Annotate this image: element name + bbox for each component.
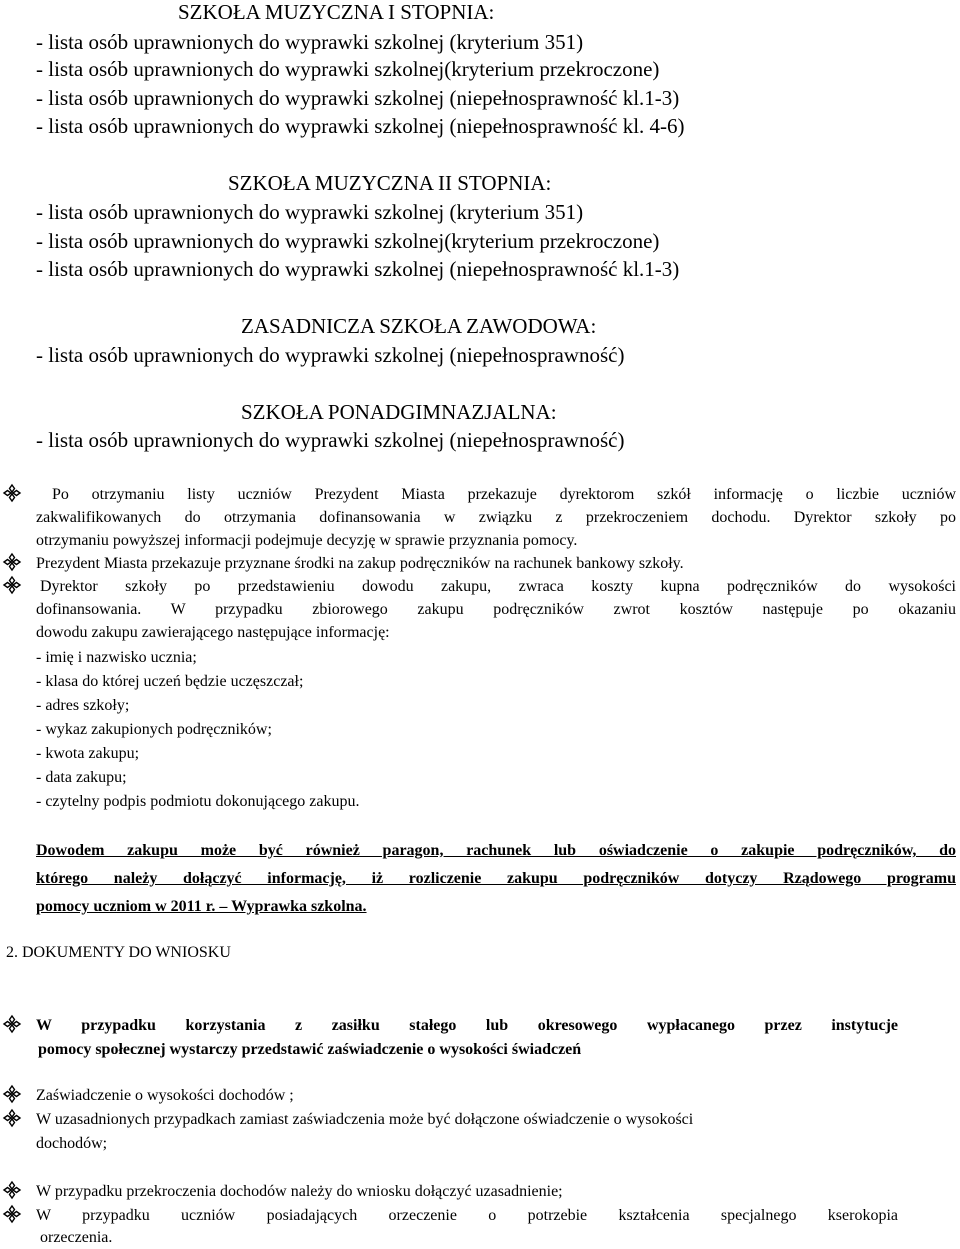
four-diamond-bullet-icon (2, 483, 22, 503)
list-line: - lista osób uprawnionych do wyprawki szkolnej (kryterium 351) (36, 200, 584, 224)
list-item: - imię i nazwisko ucznia; (36, 649, 197, 666)
four-diamond-bullet-icon (2, 1014, 22, 1034)
document-line: W przypadku przekroczenia dochodów należy do wniosku dołączyć uzasadnienie; (36, 1183, 563, 1200)
section-heading: SZKOŁA PONADGIMNAZJALNA: (241, 400, 557, 424)
document-line: Zaświadczenie o wysokości dochodów ; (36, 1087, 294, 1104)
paragraph-line: zakwalifikowanych do otrzymania dofinansowania w związku z przekroczeniem dochodu. Dyrektor szkoły po (36, 509, 956, 526)
list-item: - data zakupu; (36, 769, 127, 786)
notice-line: pomocy uczniom w 2011 r. – Wyprawka szkolna. (36, 898, 367, 915)
four-diamond-bullet-icon (2, 575, 22, 595)
list-line: - lista osób uprawnionych do wyprawki szkolnej(kryterium przekroczone) (36, 229, 660, 253)
document-line: dochodów; (36, 1135, 108, 1152)
document-line: pomocy społecznej wystarczy przedstawić zaświadczenie o wysokości świadczeń (38, 1041, 582, 1058)
document-line: W przypadku uczniów posiadających orzeczenie o potrzebie kształcenia specjalnego kserokopia (36, 1207, 898, 1224)
notice-line: którego należy dołączyć informację, iż rozliczenie zakupu podręczników dotyczy Rządowego programu (36, 870, 956, 887)
four-diamond-bullet-icon (2, 1204, 22, 1224)
four-diamond-bullet-icon (2, 1180, 22, 1200)
document-line: W przypadku korzystania z zasiłku stałego lub okresowego wypłacanego przez instytucje (36, 1017, 898, 1034)
list-line: - lista osób uprawnionych do wyprawki szkolnej (niepełnosprawność kl.1-3) (36, 86, 680, 110)
paragraph-line: Po otrzymaniu listy uczniów Prezydent Miasta przekazuje dyrektorom szkół informację o liczbie uczniów (52, 486, 956, 503)
section-heading: SZKOŁA MUZYCZNA II STOPNIA: (228, 171, 552, 195)
paragraph-line: dowodu zakupu zawierającego następujące informację: (36, 624, 390, 641)
list-item: - kwota zakupu; (36, 745, 140, 762)
list-item: - czytelny podpis podmiotu dokonującego zakupu. (36, 793, 360, 810)
paragraph-line: otrzymaniu powyższej informacji podejmuje decyzję w sprawie przyznania pomocy. (36, 532, 578, 549)
list-line: - lista osób uprawnionych do wyprawki szkolnej (niepełnosprawność kl. 4-6) (36, 114, 685, 138)
four-diamond-bullet-icon (2, 1108, 22, 1128)
section-heading: SZKOŁA MUZYCZNA I STOPNIA: (178, 0, 495, 24)
list-item: - adres szkoły; (36, 697, 130, 714)
list-line: - lista osób uprawnionych do wyprawki szkolnej (niepełnosprawność kl.1-3) (36, 257, 680, 281)
list-line: - lista osób uprawnionych do wyprawki szkolnej(kryterium przekroczone) (36, 57, 660, 81)
document-line: orzeczenia. (40, 1229, 113, 1246)
list-line: - lista osób uprawnionych do wyprawki szkolnej (niepełnosprawność) (36, 343, 625, 367)
list-item: - klasa do której uczeń będzie uczęszczał; (36, 673, 304, 690)
paragraph-line: dofinansowania. W przypadku zbiorowego zakupu podręczników zwrot kosztów następuje po okazaniu (36, 601, 956, 618)
paragraph-line: Prezydent Miasta przekazuje przyznane środki na zakup podręczników na rachunek bankowy szkoły. (36, 555, 684, 572)
list-line: - lista osób uprawnionych do wyprawki szkolnej (kryterium 351) (36, 30, 584, 54)
list-item: - wykaz zakupionych podręczników; (36, 721, 272, 738)
document-line: W uzasadnionych przypadkach zamiast zaświadczenia może być dołączone oświadczenie o wysokości (36, 1111, 694, 1128)
section-heading: ZASADNICZA SZKOŁA ZAWODOWA: (241, 314, 597, 338)
section-title: 2. DOKUMENTY DO WNIOSKU (6, 944, 231, 961)
four-diamond-bullet-icon (2, 552, 22, 572)
paragraph-line: Dyrektor szkoły po przedstawieniu dowodu zakupu, zwraca koszty kupna podręczników do wysokości (40, 578, 956, 595)
list-line: - lista osób uprawnionych do wyprawki szkolnej (niepełnosprawność) (36, 428, 625, 452)
notice-line: Dowodem zakupu może być również paragon, rachunek lub oświadczenie o zakupie podręczników, do (36, 842, 956, 859)
four-diamond-bullet-icon (2, 1084, 22, 1104)
